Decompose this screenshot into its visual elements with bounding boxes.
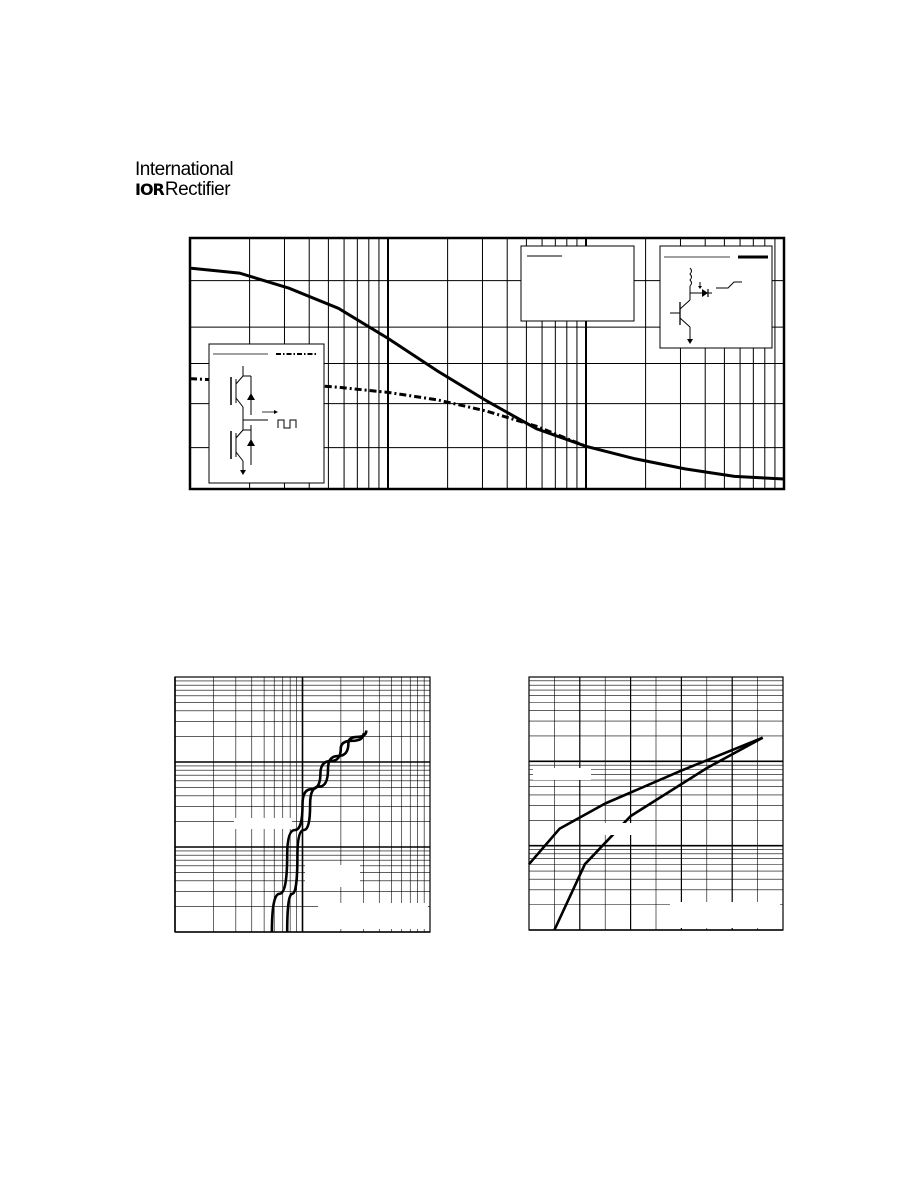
figure-3-label-mask <box>600 823 650 835</box>
figure-3 <box>529 677 783 930</box>
logo-line1: International <box>135 160 234 180</box>
figure-3-grid <box>529 677 783 930</box>
figure-1 <box>190 238 784 489</box>
circuit-box-right <box>660 246 772 348</box>
logo-mark: IOR <box>135 180 164 199</box>
series-line-2 <box>554 738 762 930</box>
figure-1-legend-box <box>521 246 634 321</box>
figure-3-label-mask <box>533 768 591 780</box>
figure-2-label-mask <box>318 903 428 929</box>
figure-2-label-mask <box>305 865 360 887</box>
circuit-inset-right <box>660 246 772 348</box>
circuit-inset-left <box>209 344 324 483</box>
figure-2-label-mask <box>234 818 292 829</box>
circuit-box-left <box>209 344 324 483</box>
logo-line2: Rectifier <box>164 179 231 200</box>
figure-3-label-mask <box>670 902 780 928</box>
figure-2 <box>175 677 430 932</box>
series-line-1 <box>272 733 364 932</box>
figure-2-curves <box>272 731 366 933</box>
